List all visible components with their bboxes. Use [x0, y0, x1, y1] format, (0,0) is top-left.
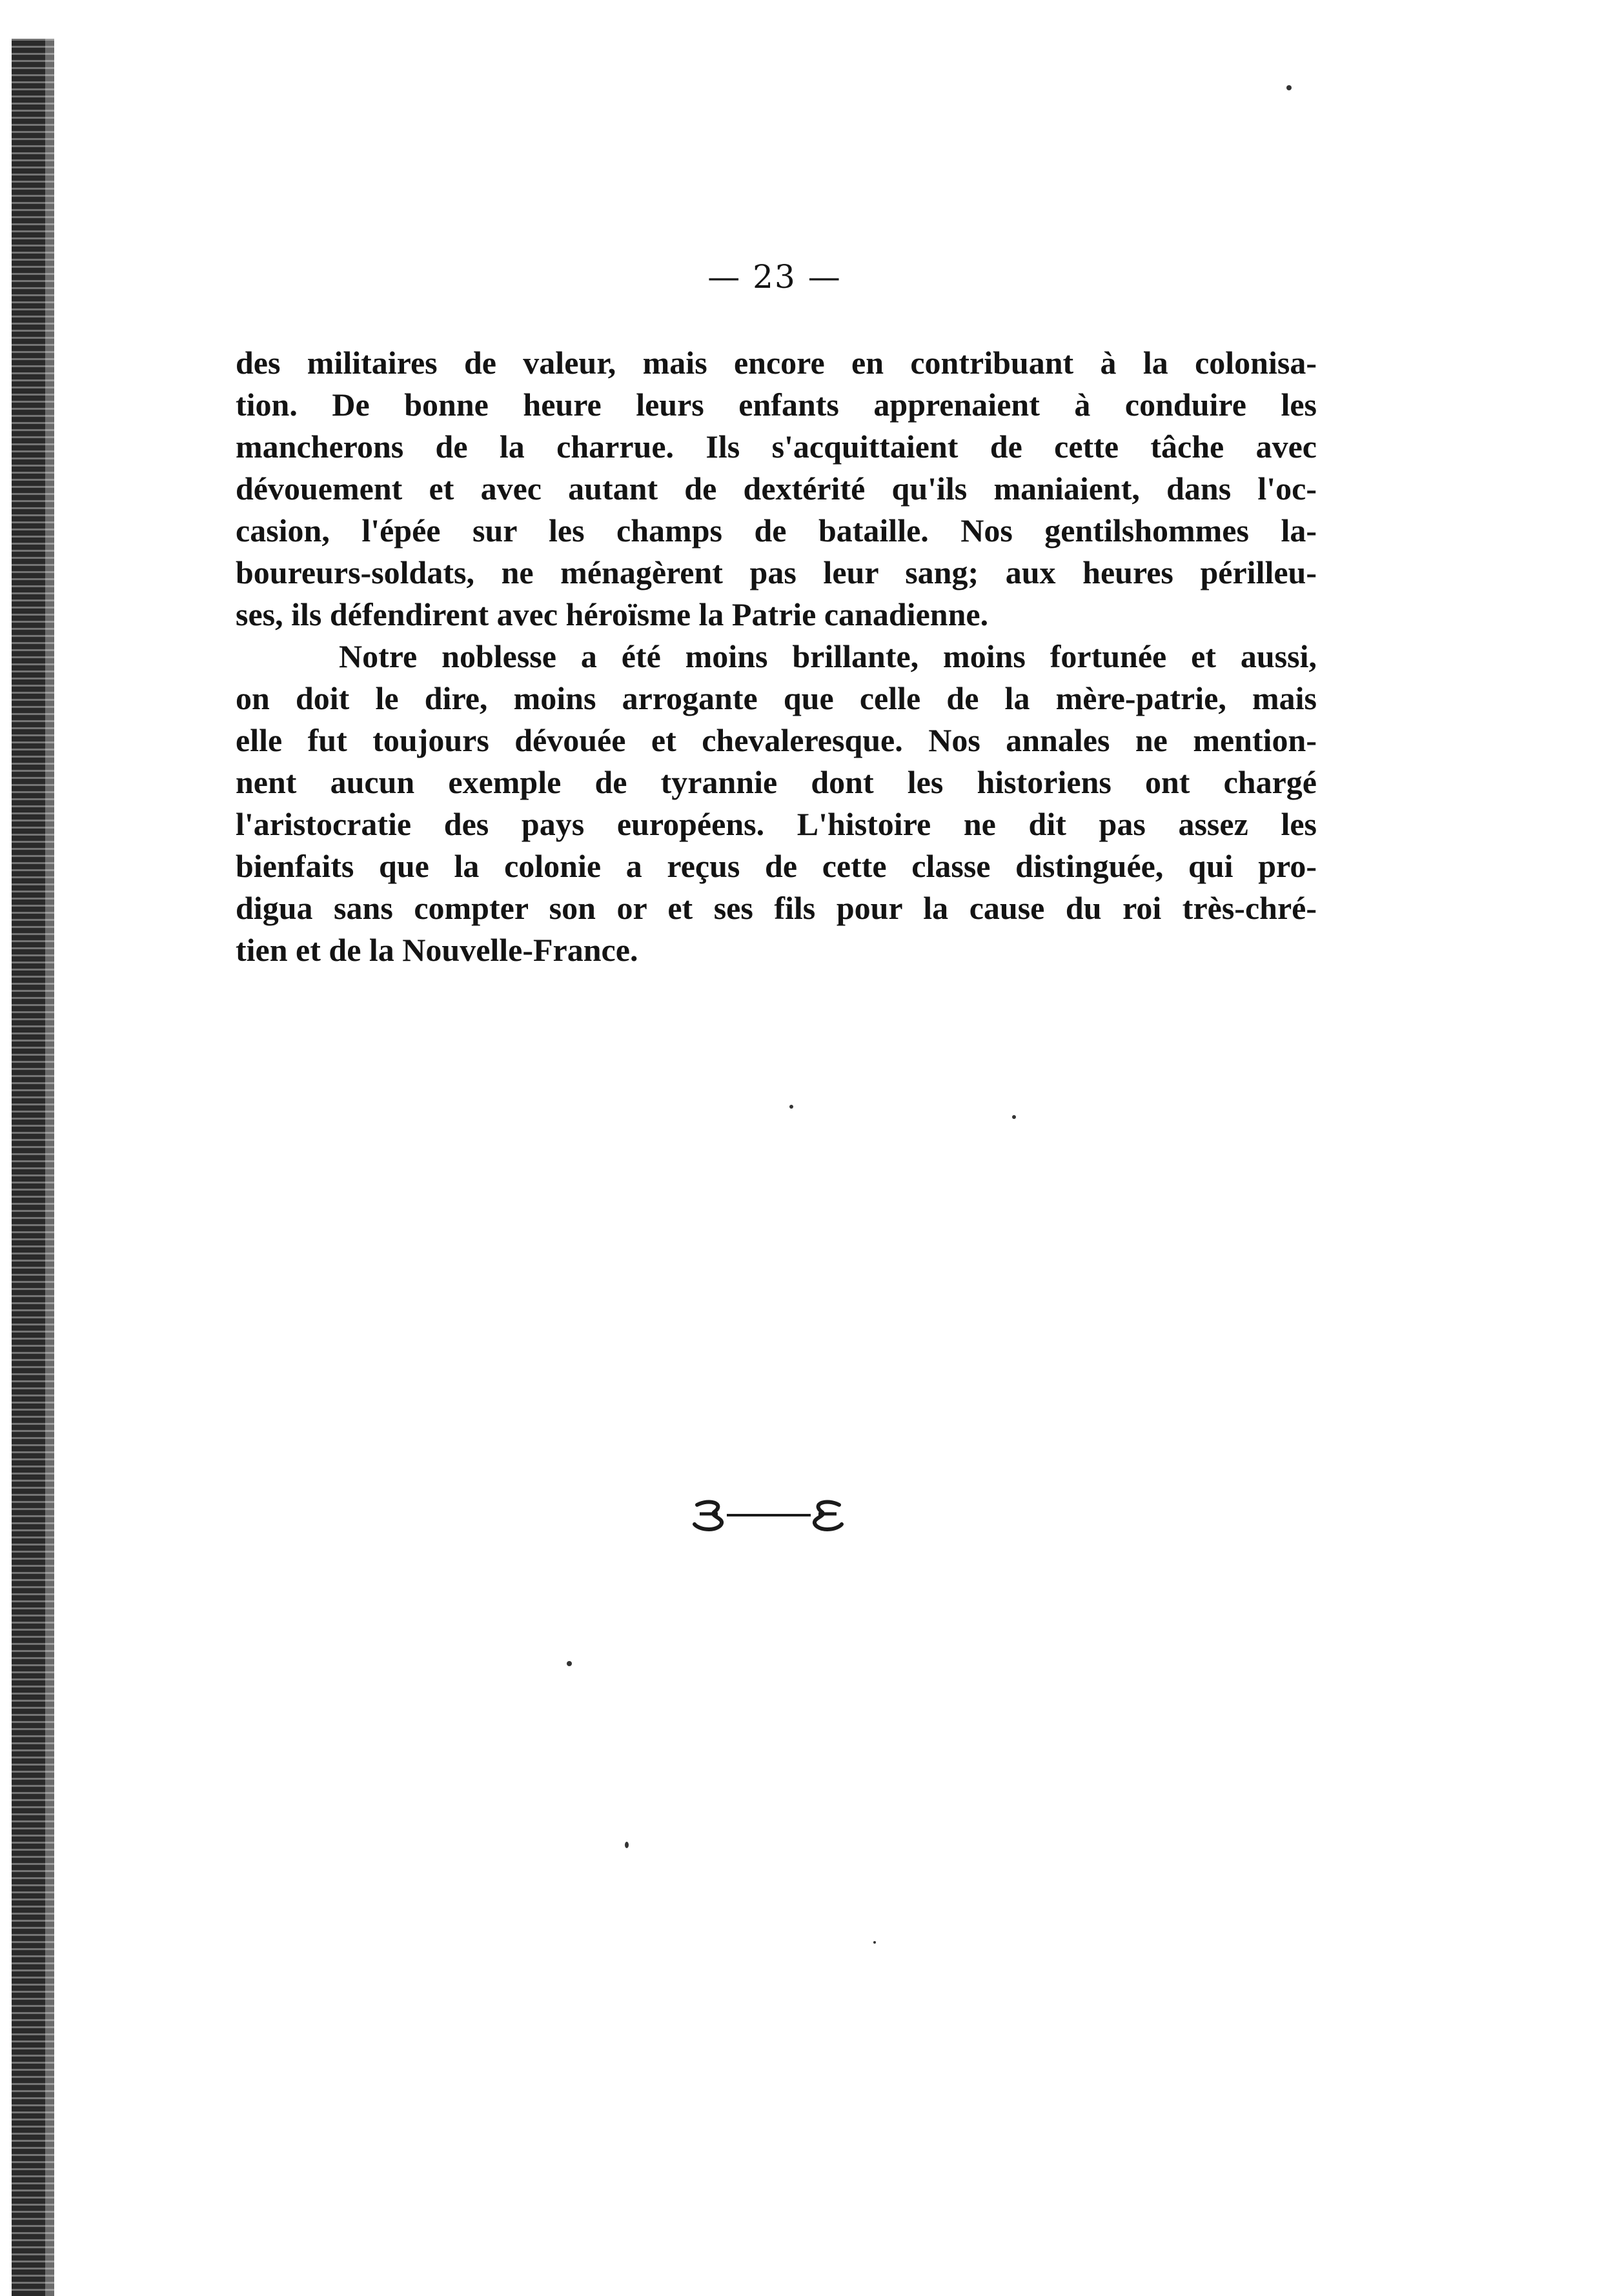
text-line: tion. De bonne heure leurs enfants apprenaient à conduire les [236, 387, 1317, 423]
scan-speck [1286, 85, 1292, 90]
text-line: nent aucun exemple de tyrannie dont les historiens ont chargé [236, 764, 1317, 800]
page-number: — 23 — [707, 258, 842, 296]
text-line: elle fut toujours dévouée et chevaleresque. Nos annales ne mention- [236, 722, 1317, 758]
scan-speck [873, 1941, 876, 1944]
body-text [236, 342, 1317, 971]
text-line: mancherons de la charrue. Ils s'acquittaient de cette tâche avec [236, 428, 1317, 465]
text-line: bienfaits que la colonie a reçus de cette classe distinguée, qui pro- [236, 848, 1317, 884]
text-line: ses, ils défendirent avec héroïsme la Patrie canadienne. [236, 596, 989, 632]
text-line: on doit le dire, moins arrogante que celle de la mère-patrie, mais [236, 680, 1317, 716]
text-line: l'aristocratie des pays européens. L'histoire ne dit pas assez les [236, 806, 1317, 842]
scan-binding-edge [0, 39, 59, 2296]
fleuron-divider-icon [684, 1496, 852, 1535]
scan-speck [1012, 1115, 1016, 1119]
text-line: Notre noblesse a été moins brillante, moins fortunée et aussi, [339, 638, 1317, 674]
text-line: boureurs-soldats, ne ménagèrent pas leur sang; aux heures périlleu- [236, 554, 1317, 590]
scan-speck [789, 1105, 793, 1109]
text-line: digua sans compter son or et ses fils pour la cause du roi très-chré- [236, 890, 1317, 926]
paragraph-1 [236, 342, 1317, 636]
text-line: tien et de la Nouvelle-France. [236, 932, 638, 968]
text-line: des militaires de valeur, mais encore en contribuant à la colonisa- [236, 345, 1317, 381]
scan-speck [567, 1661, 572, 1666]
text-line: dévouement et avec autant de dextérité qu'ils maniaient, dans l'oc- [236, 470, 1317, 507]
scan-speck [625, 1842, 629, 1848]
text-line: casion, l'épée sur les champs de bataille. Nos gentilshommes la- [236, 512, 1317, 549]
paragraph-2 [236, 636, 1317, 971]
